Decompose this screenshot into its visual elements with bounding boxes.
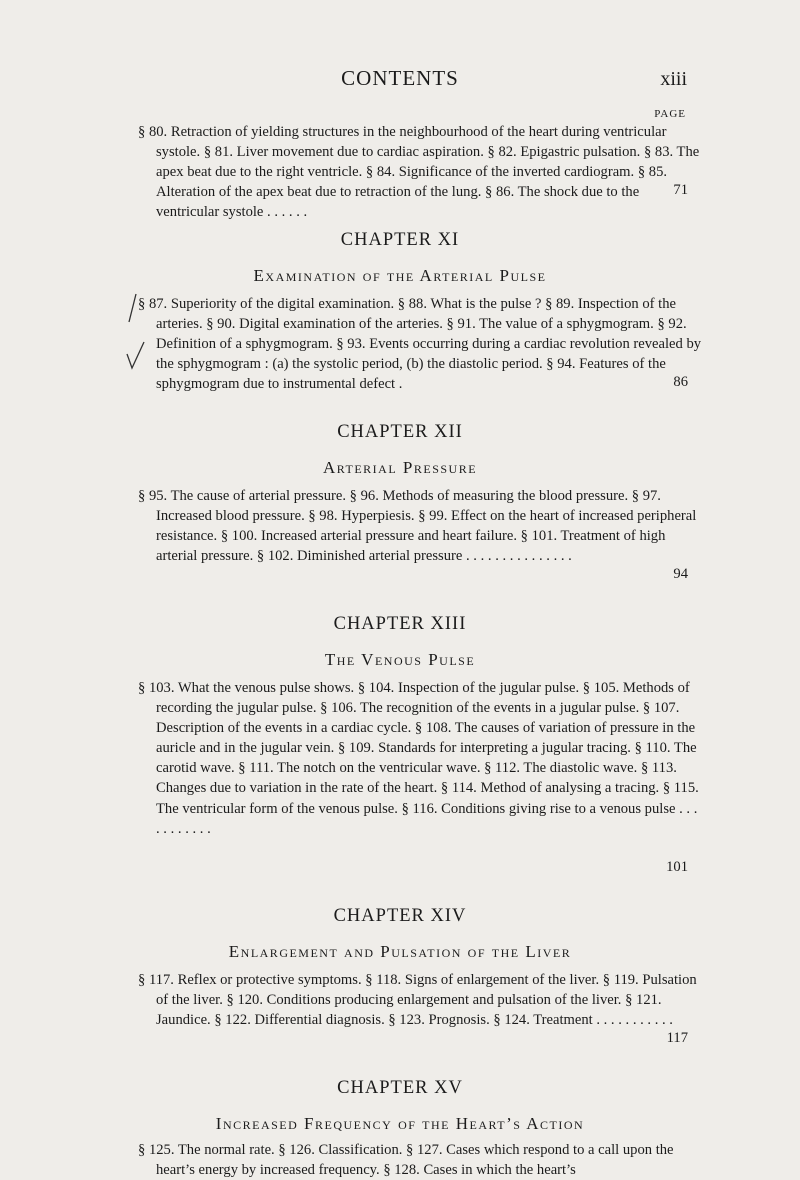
toc-entry-text: § 125. The normal rate. § 126. Classification. § 127. Cases which respond to a call upon the heart’s energy by increased frequency. § 128. Cases in which the heart’s (138, 1142, 674, 1179)
chapter-subtitle: Increased Frequency of the Heart’s Action (215, 1114, 585, 1133)
toc-entry-text: § 103. What the venous pulse shows. § 104. Inspection of the jugular pulse. § 105. Methods of recording the jugular pulse. § 106. The recognition of the events in a jugular pulse. § 107. Description of the events in a cardiac cycle. § 108. The causes of variation of pressure in the auricle and in the jugular vein. § 109. Standards for interpreting a jugular tracing. § 110. The carotid wave. § 111. The notch on the ventricular wave. § 112. The diastolic wave. § 113. Changes due to variation in the rate of the heart. § 114. Method of analysing a tracing. § 115. The ventricular form of the venous pulse. § 116. Conditions giving rise to a venous pulse . . . . . . . . . . . (138, 680, 699, 837)
chapter-heading: CHAPTER XI (340, 230, 460, 250)
toc-page-number: 101 (666, 859, 688, 875)
chapter-heading: CHAPTER XIV (333, 906, 467, 926)
chapter-heading: CHAPTER XV (337, 1078, 463, 1098)
chapter-subtitle: Examination of the Arterial Pulse (253, 266, 547, 285)
toc-entry-text: § 87. Superiority of the digital examination. § 88. What is the pulse ? § 89. Inspection of the arteries. § 90. Digital examination of the arteries. § 91. The value of a sphygmogram. § 92. Definition of a sphygmogram. § 93. Events occurring during a cardiac revolution revealed by the sphygmogram : (a) the systolic period, (b) the diastolic period. § 94. Features of the sphygmogram due to instrumental defect . (138, 296, 702, 393)
toc-page-number: 117 (666, 1030, 688, 1046)
chapter-subtitle: Enlargement and Pulsation of the Liver (228, 942, 572, 961)
toc-entry-text: § 117. Reflex or protective symptoms. § 118. Signs of enlargement of the liver. § 119. Pulsation of the liver. § 120. Conditions producing enlargement and pulsation of the liver. § 121. Jaundice. § 122. Differential diagnosis. § 123. Prognosis. § 124. Treatment . . . . . . . . . . . (138, 972, 697, 1029)
chapter-subtitle: The Venous Pulse (324, 650, 476, 669)
toc-page-number: 86 (673, 374, 688, 390)
page-column-label: PAGE (654, 108, 686, 120)
chapter-heading: CHAPTER XII (337, 422, 463, 442)
toc-entry-ch15 (138, 1140, 702, 1180)
chapter-subtitle: Arterial Pressure (322, 458, 478, 477)
page-header (0, 66, 800, 96)
chapter-heading: CHAPTER XIII (333, 614, 467, 634)
toc-entry-text: § 95. The cause of arterial pressure. § 96. Methods of measuring the blood pressure. § 97. Increased blood pressure. § 98. Hyperpiesis. § 99. Effect on the heart of increased peripheral resistance. § 100. Increased arterial pressure and heart failure. § 101. Treatment of high arterial pressure. § 102. Diminished arterial pressure . . . . . . . . . . . . . . . (138, 488, 697, 565)
running-title: CONTENTS (341, 66, 459, 90)
toc-entry-text: § 80. Retraction of yielding structures in the neighbourhood of the heart during ventricular systole. § 81. Liver movement due to cardiac aspiration. § 82. Epigastric pulsation. § 83. The apex beat due to the right ventricle. § 84. Significance of the inverted cardiogram. § 85. Alteration of the apex beat due to retraction of the lung. § 86. The shock due to the ventricular systole . . . . . . (138, 124, 700, 221)
toc-entry-ch12 (138, 486, 702, 566)
toc-page-number: 94 (673, 566, 688, 582)
toc-entry-ch14 (138, 970, 702, 1030)
toc-entry-ch10-cont (138, 122, 702, 222)
toc-entry-ch13 (138, 678, 702, 839)
toc-page-number: 71 (673, 182, 688, 198)
toc-entry-ch11 (138, 294, 702, 394)
pencil-checkmark-icon (124, 292, 148, 372)
page-number: xiii (660, 68, 687, 90)
